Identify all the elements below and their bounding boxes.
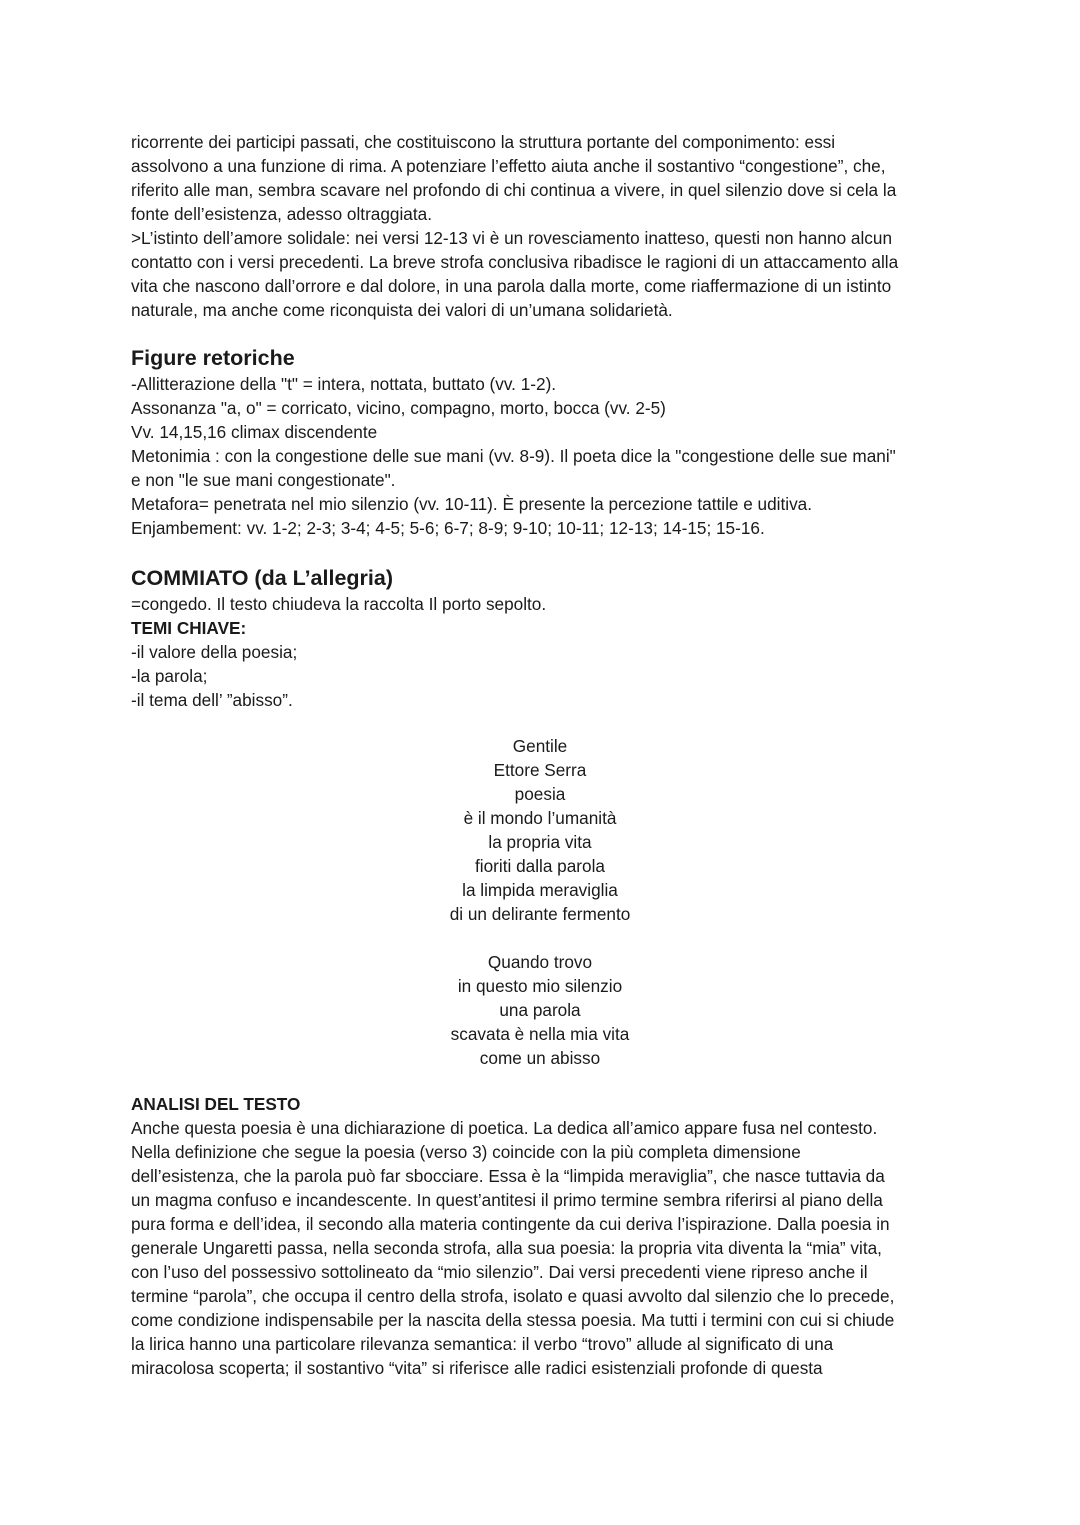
list-item: -il tema dell’ ”abisso”. — [131, 690, 293, 710]
text-line: =congedo. Il testo chiudeva la raccolta Il porto sepolto. — [131, 594, 547, 614]
text-line: -Allitterazione della "t" = intera, nottata, buttato (vv. 1-2). — [131, 374, 557, 394]
text-line: termine “parola”, che occupa il centro della strofa, isolato e quasi avvolto dal silenzio che lo precede, — [131, 1286, 895, 1306]
list-item: -il valore della poesia; — [131, 642, 298, 662]
poem-verse: Quando trovo — [487, 952, 593, 972]
poem-verse: di un delirante fermento — [449, 904, 631, 924]
text-line: Assonanza "a, o" = corricato, vicino, compagno, morto, bocca (vv. 2-5) — [131, 398, 666, 418]
poem-verse: è il mondo l’umanità — [463, 808, 617, 828]
poem-verse: Gentile — [512, 736, 568, 756]
section-heading: COMMIATO (da L’allegria) — [131, 566, 394, 590]
text-line: Enjambement: vv. 1-2; 2-3; 3-4; 4-5; 5-6; 6-7; 8-9; 9-10; 10-11; 12-13; 14-15; 15-16. — [131, 518, 765, 538]
poem-verse: in questo mio silenzio — [457, 976, 623, 996]
text-line: come condizione indispensabile per la nascita della stessa poesia. Ma tutti i termini con cui si chiude — [131, 1310, 895, 1330]
text-line: la lirica hanno una particolare rilevanza semantica: il verbo “trovo” allude al significato di una — [131, 1334, 834, 1354]
text-line: fonte dell’esistenza, adesso oltraggiata. — [131, 204, 432, 224]
figure-retoriche-section — [131, 344, 946, 540]
text-line: >L’istinto dell’amore solidale: nei versi 12-13 vi è un rovesciamento inatteso, questi non hanno alcun — [131, 228, 893, 248]
text-line: miracolosa scoperta; il sostantivo “vita” si riferisce alle radici esistenziali profonde di questa — [131, 1358, 823, 1378]
poem — [0, 734, 1080, 1070]
text-line: naturale, ma anche come riconquista dei valori di un’umana solidarietà. — [131, 300, 673, 320]
text-line: e non "le sue mani congestionate". — [131, 470, 396, 490]
analisi-section — [131, 1092, 946, 1380]
poem-verse: scavata è nella mia vita — [450, 1024, 630, 1044]
poem-stanza — [0, 950, 1080, 1070]
poem-verse: fioriti dalla parola — [475, 856, 605, 876]
poem-verse: la propria vita — [488, 832, 592, 852]
text-line: generale Ungaretti passa, nella seconda strofa, alla sua poesia: la propria vita diventa la “mia” vita, — [131, 1238, 882, 1258]
analisi-heading: ANALISI DEL TESTO — [131, 1094, 301, 1114]
poem-verse: poesia — [514, 784, 566, 804]
intro-paragraph — [131, 130, 946, 322]
poem-verse: Ettore Serra — [493, 760, 587, 780]
text-line: Metafora= penetrata nel mio silenzio (vv. 10-11). È presente la percezione tattile e uditiva. — [131, 494, 813, 514]
text-line: Vv. 14,15,16 climax discendente — [131, 422, 378, 442]
poem-verse: una parola — [499, 1000, 581, 1020]
poem-verse: la limpida meraviglia — [462, 880, 618, 900]
temi-chiave-label: TEMI CHIAVE: — [131, 618, 247, 638]
text-line: riferito alle man, sembra scavare nel profondo di chi continua a vivere, in quel silenzio dove si cela la — [131, 180, 897, 200]
list-item: -la parola; — [131, 666, 208, 686]
text-line: un magma confuso e incandescente. In quest’antitesi il primo termine sembra riferirsi al piano della — [131, 1190, 883, 1210]
text-line: vita che nascono dall’orrore e dal dolore, in una parola dalla morte, come riaffermazione di un istinto — [131, 276, 892, 296]
text-line: contatto con i versi precedenti. La breve strofa conclusiva ribadisce le ragioni di un attaccamento alla — [131, 252, 899, 272]
text-line: Nella definizione che segue la poesia (verso 3) coincide con la più completa dimensione — [131, 1142, 801, 1162]
text-line: con l’uso del possessivo sottolineato da “mio silenzio”. Dai versi precedenti viene ripreso anche il — [131, 1262, 868, 1282]
text-line: pura forma e dell’idea, il secondo alla materia contingente da cui deriva l’ispirazione. Dalla poesia in — [131, 1214, 890, 1234]
text-line: Anche questa poesia è una dichiarazione di poetica. La dedica all’amico appare fusa nel contesto. — [131, 1118, 878, 1138]
document-page — [131, 130, 946, 1380]
text-line: dell’esistenza, che la parola può far sbocciare. Essa è la “limpida meraviglia”, che nasce tuttavia da — [131, 1166, 885, 1186]
text-line: assolvono a una funzione di rima. A potenziare l’effetto aiuta anche il sostantivo “congestione”, che, — [131, 156, 886, 176]
section-heading: Figure retoriche — [131, 346, 295, 370]
commiato-section — [131, 564, 946, 712]
text-line: Metonimia : con la congestione delle sue mani (vv. 8-9). Il poeta dice la "congestione delle sue mani" — [131, 446, 896, 466]
poem-stanza — [0, 734, 1080, 926]
poem-verse: come un abisso — [479, 1048, 601, 1068]
text-line: ricorrente dei participi passati, che costituiscono la struttura portante del componimento: essi — [131, 132, 836, 152]
